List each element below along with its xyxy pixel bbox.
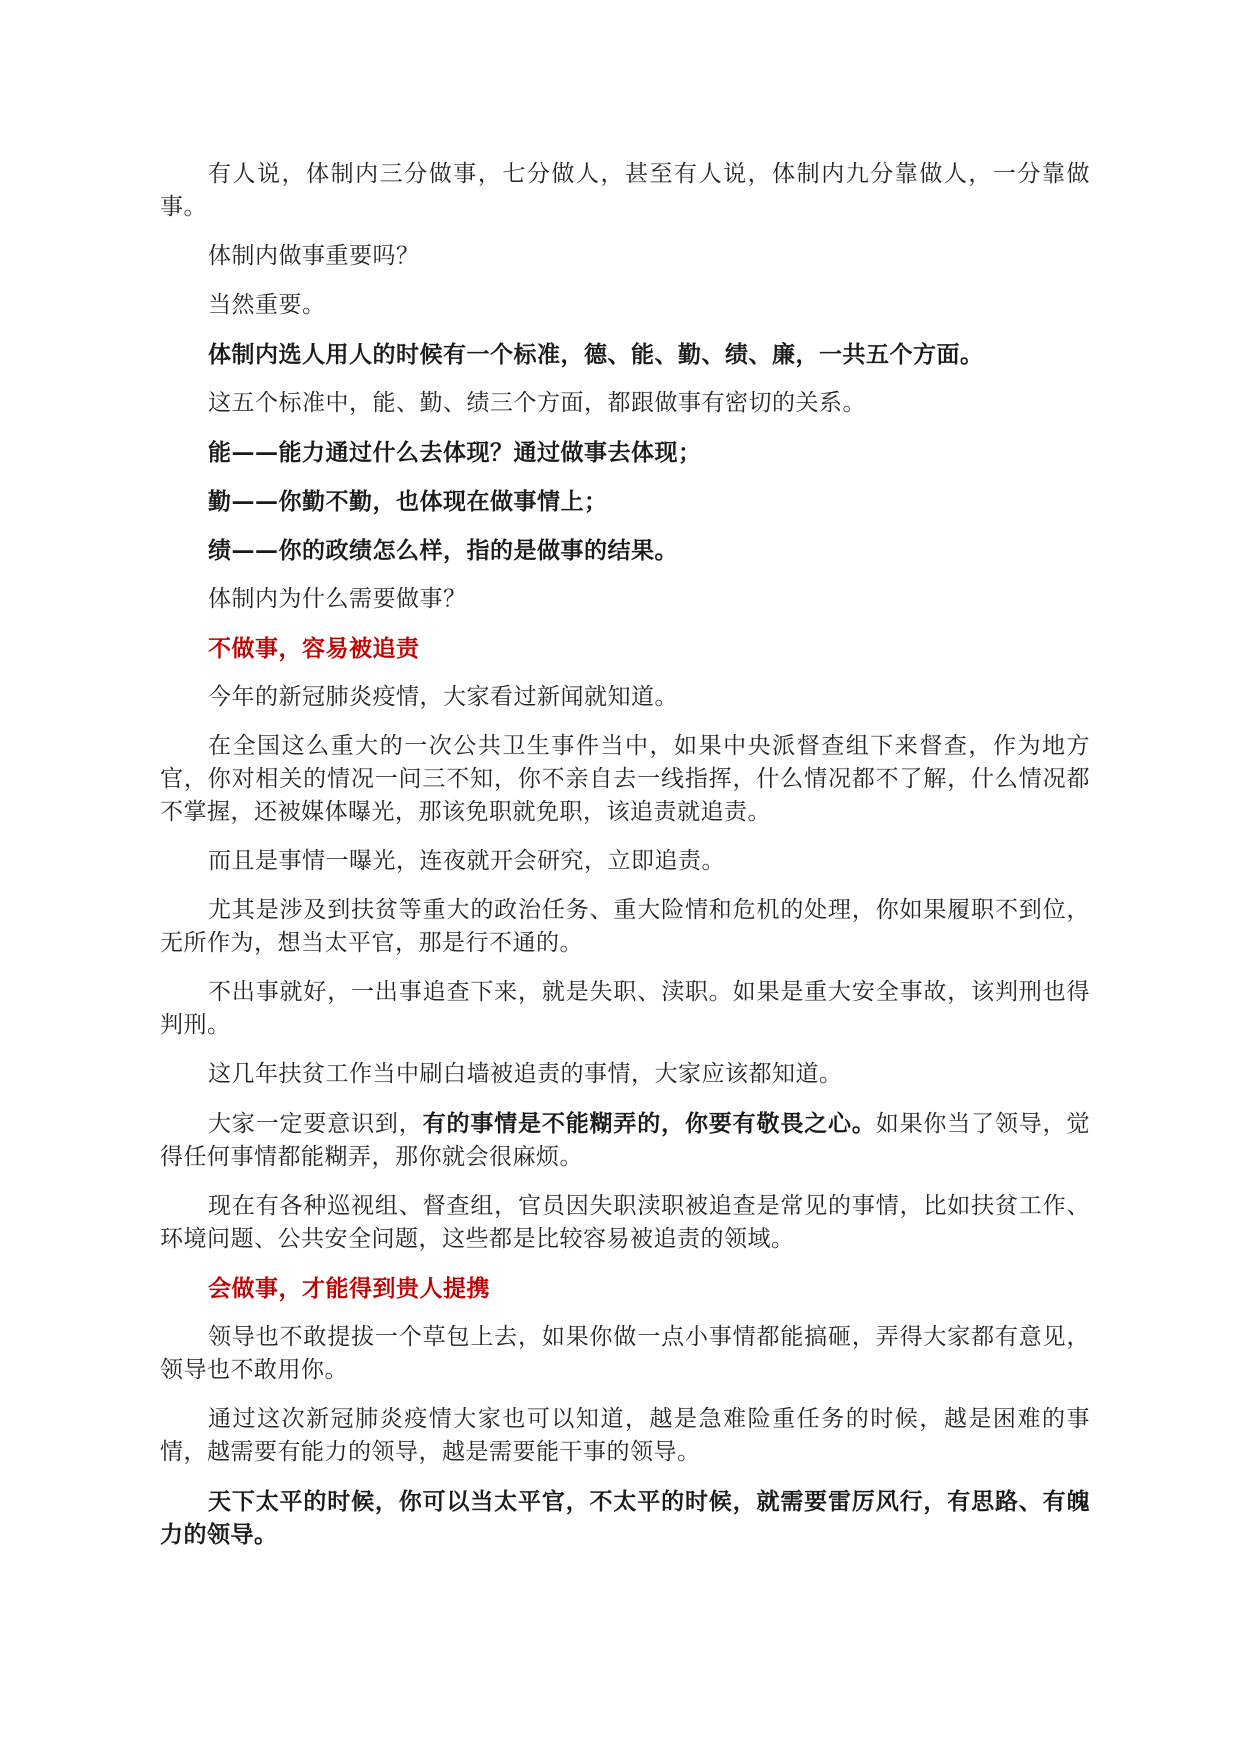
paragraph: 在全国这么重大的一次公共卫生事件当中，如果中央派督查组下来督查，作为地方官，你对相关的情况一问三不知，你不亲自去一线指挥，什么情况都不了解，什么情况都不掌握，还被媒体曝光，那该免职就免职，该追责就追责。 [160,733,1090,825]
bold-paragraph: 勤——你勤不勤，也体现在做事情上； [208,488,608,515]
bold-paragraph: 天下太平的时候，你可以当太平官，不太平的时候，就需要雷厉风行，有思路、有魄力的领导。 [160,1488,1090,1548]
paragraph: 体制内为什么需要做事？ [208,586,467,612]
paragraph: 而且是事情一曝光，连夜就开会研究，立即追责。 [208,848,725,874]
mixed-paragraph [160,1107,1090,1174]
paragraph: 今年的新冠肺炎疫情，大家看过新闻就知道。 [208,684,678,710]
paragraph: 体制内做事重要吗？ [208,243,420,269]
bold-paragraph: 绩——你的政绩怎么样，指的是做事的结果。 [208,537,678,564]
paragraph: 这五个标准中，能、勤、绩三个方面，都跟做事有密切的关系。 [208,390,866,416]
section-heading: 会做事，才能得到贵人提携 [208,1275,490,1302]
paragraph: 尤其是涉及到扶贫等重大的政治任务、重大险情和危机的处理，你如果履职不到位，无所作为，想当太平官，那是行不通的。 [160,897,1090,956]
paragraph: 现在有各种巡视组、督查组，官员因失职渎职被追查是常见的事情，比如扶贫工作、环境问题、公共安全问题，这些都是比较容易被追责的领域。 [160,1193,1090,1252]
paragraph: 有人说，体制内三分做事，七分做人，甚至有人说，体制内九分靠做人，一分靠做事。 [160,161,1090,220]
paragraph-text: 大家一定要意识到， [208,1111,423,1137]
bold-paragraph: 能——能力通过什么去体现？通过做事去体现； [208,439,702,466]
paragraph: 通过这次新冠肺炎疫情大家也可以知道，越是急难险重任务的时候，越是困难的事情，越需要有能力的领导，越是需要能干事的领导。 [160,1406,1090,1465]
paragraph: 这几年扶贫工作当中刷白墙被追责的事情，大家应该都知道。 [208,1061,843,1087]
paragraph-text: 如果你当了领导，觉得任何事情都能糊弄，那你就会很麻烦。 [160,1111,1091,1170]
document-body [160,158,1090,1567]
section-heading: 不做事，容易被追责 [208,635,420,662]
paragraph: 当然重要。 [208,292,326,318]
bold-paragraph: 体制内选人用人的时候有一个标准，德、能、勤、绩、廉，一共五个方面。 [208,341,984,368]
paragraph: 领导也不敢提拔一个草包上去，如果你做一点小事情都能搞砸，弄得大家都有意见，领导也不敢用你。 [160,1324,1090,1383]
paragraph: 不出事就好，一出事追查下来，就是失职、渎职。如果是重大安全事故，该判刑也得判刑。 [160,979,1090,1038]
emphasis-text: 有的事情是不能糊弄的，你要有敬畏之心。 [422,1110,876,1137]
